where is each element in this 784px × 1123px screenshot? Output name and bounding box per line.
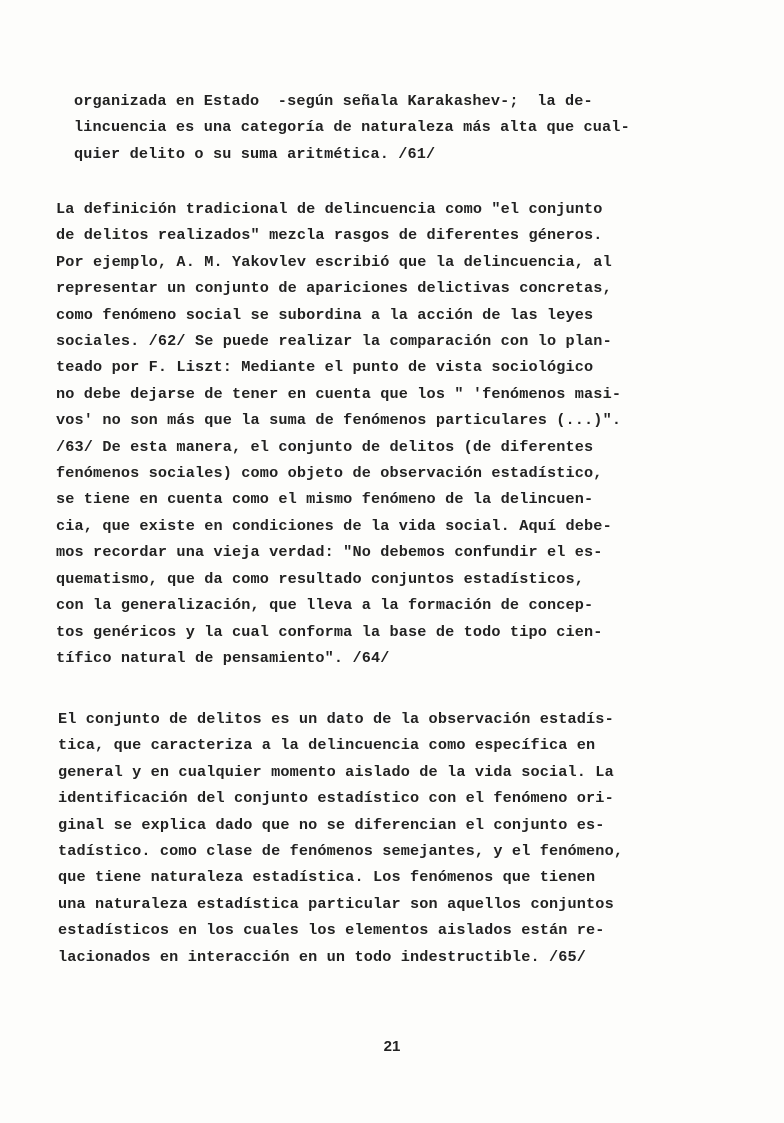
text-line: mos recordar una vieja verdad: "No debemos confundir el es- (56, 543, 603, 562)
paragraph-1 (74, 88, 746, 167)
text-line: organizada en Estado -según señala Karakashev-; la de- (74, 92, 593, 110)
text-line: de delitos realizados" mezcla rasgos de diferentes géneros. (56, 226, 603, 245)
text-line: fenómenos sociales) como objeto de observación estadístico, (56, 464, 603, 483)
paragraph-3 (58, 706, 730, 970)
text-line: sociales. /62/ Se puede realizar la comparación con lo plan- (56, 332, 612, 351)
text-line: tífico natural de pensamiento". /64/ (56, 648, 390, 667)
text-line: representar un conjunto de apariciones delictivas concretas, (56, 279, 612, 298)
text-line: no debe dejarse de tener en cuenta que los " 'fenómenos masi- (56, 384, 622, 403)
text-line: tos genéricos y la cual conforma la base de todo tipo cien- (56, 622, 603, 641)
text-line: como fenómeno social se subordina a la acción de las leyes (56, 305, 594, 324)
text-line: quier delito o su suma aritmética. /61/ (74, 144, 436, 163)
paragraph-2 (56, 196, 728, 671)
text-line: teado por F. Liszt: Mediante el punto de vista sociológico (56, 358, 594, 377)
text-line: /63/ De esta manera, el conjunto de delitos (de diferentes (56, 437, 594, 456)
text-line: identificación del conjunto estadístico con el fenómeno ori- (58, 789, 614, 808)
text-line: tadístico. como clase de fenómenos semejantes, y el fenómeno, (58, 842, 624, 861)
text-line: se tiene en cuenta como el mismo fenómeno de la delincuen- (56, 490, 594, 509)
page-number: 21 (383, 1038, 401, 1055)
text-line: vos' no son más que la suma de fenómenos particulares (...)". (56, 411, 622, 430)
text-line: La definición tradicional de delincuencia como "el conjunto (56, 200, 603, 218)
text-line: tica, que caracteriza a la delincuencia como específica en (58, 736, 596, 755)
text-line: general y en cualquier momento aislado de la vida social. La (58, 762, 614, 781)
text-line: con la generalización, que lleva a la formación de concep- (56, 596, 594, 615)
text-line: que tiene naturaleza estadística. Los fenómenos que tienen (58, 868, 596, 887)
text-line: El conjunto de delitos es un dato de la observación estadís- (58, 710, 614, 728)
text-line: Por ejemplo, A. M. Yakovlev escribió que la delincuencia, al (56, 252, 612, 271)
text-line: quematismo, que da como resultado conjuntos estadísticos, (56, 569, 585, 588)
text-line: lincuencia es una categoría de naturaleza más alta que cual- (74, 118, 630, 137)
text-line: estadísticos en los cuales los elementos aislados están re- (58, 921, 605, 940)
text-line: ginal se explica dado que no se diferencian el conjunto es- (58, 815, 605, 834)
text-line: una naturaleza estadística particular son aquellos conjuntos (58, 894, 614, 913)
text-line: lacionados en interacción en un todo indestructible. /65/ (58, 947, 587, 966)
text-line: cia, que existe en condiciones de la vida social. Aquí debe- (56, 516, 612, 535)
